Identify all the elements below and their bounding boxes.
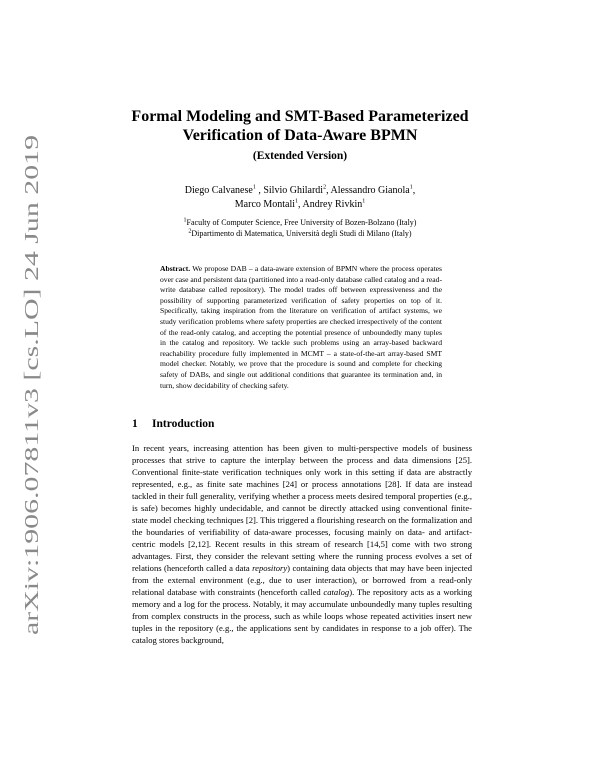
paper-title-line-1: Formal Modeling and SMT-Based Parameterized: [131, 108, 469, 125]
author-affiliation-mark: 1: [252, 184, 256, 191]
body-text: ). The repository acts as a working memory and a log for the process. Notably, it may accumulate unboundedly many tuples resulting from complex constructs in the process, such as while loops whose repeated activities insert new tuples in the repository (e.g., the applications sent by candidates in response to a job offer). The catalog stores background,: [132, 587, 472, 645]
author-name: Alessandro Gianola: [330, 185, 410, 196]
paper-title-line-2: Verification of Data-Aware BPMN: [182, 127, 418, 144]
section-number: 1: [132, 418, 138, 430]
abstract-text: We propose DAB – a data-aware extension of BPMN where the process operates over case and persistent data (partitioned into a read-only database called catalog and a read-write database called repository). The model trades off between expressiveness and the possibility of supporting parameterized verification of safety properties on top of it. Specifically, taking inspiration from the literature on verification of artifact systems, we study verification problems where safety properties are checked irrespectively of the content of the read-only catalog, and accepting the potential presence of unboundedly many tuples in the catalog and repository. We tackle such problems using an array-based backward reachability procedure fully implemented in MCMT – a state-of-the-art array-based SMT model checker. Notably, we prove that the procedure is sound and complete for checking safety of DABs, and single out additional conditions that guarantee its termination and, in turn, show decidability of checking safety.: [160, 264, 443, 390]
body-paragraph: [132, 442, 472, 646]
body-emphasis-catalog: catalog: [323, 587, 350, 597]
affiliation: [0, 217, 600, 228]
author-affiliation-mark: 1: [295, 198, 299, 205]
author-name: Silvio Ghilardi: [263, 185, 324, 196]
affiliation-mark: 2: [188, 228, 192, 235]
author-affiliation-mark: 1: [409, 184, 413, 191]
author-separator: ,: [255, 185, 264, 196]
affiliation: [0, 228, 600, 239]
section-heading: [132, 418, 472, 430]
author-affiliation-mark: 1: [362, 198, 366, 205]
author-line-1: [0, 184, 600, 198]
arxiv-identifier-text: arXiv:1906.07811v3 [cs.LO] 24 Jun 2019: [22, 308, 43, 635]
author-separator: ,: [412, 185, 416, 196]
author-name: Andrey Rivkin: [302, 199, 363, 210]
author-list: [0, 184, 600, 212]
affiliation-list: [0, 217, 600, 239]
author-line-2: [0, 198, 600, 212]
author-name: Diego Calvanese: [184, 185, 253, 196]
abstract-label: Abstract.: [160, 264, 191, 273]
author-separator: ,: [298, 199, 303, 210]
affiliation-text: Dipartimento di Matematica, Università degli Studi di Milano (Italy): [191, 229, 412, 238]
affiliation-text: Faculty of Computer Science, Free University of Bozen-Bolzano (Italy): [186, 218, 417, 227]
author-separator: ,: [326, 185, 331, 196]
body-text: In recent years, increasing attention has been given to multi-perspective models of business processes that strive to capture the interplay between the process and data dimensions [25]. Conventional finite-state verification techniques only work in this setting if data are abstractly represented, e.g., as finite sate machines [24] or process annotations [28]. If data are instead tackled in their full generality, verifying whether a process meets desired temporal properties (e.g., is safe) becomes highly undecidable, and cannot be directly attacked using conventional finite-state model checking techniques [2]. This triggered a flourishing research on the formalization and the boundaries of verifiability of data-aware processes, focusing mainly on data- and artifact-centric models [2,12]. Recent results in this stream of research [14,5] come with two strong advantages. First, they consider the relevant setting where the running process evolves a set of relations (henceforth called a data: [132, 443, 472, 573]
abstract: [160, 264, 442, 391]
body-text: ) containing data objects that may have been injected from the external environment (e.g., due to user interaction), or borrowed from a read-only relational database with constraints (henceforth called: [132, 563, 472, 597]
paper-subtitle: (Extended Version): [252, 150, 348, 162]
paper-title: [0, 107, 600, 145]
body-emphasis-repository: repository: [252, 563, 288, 573]
author-name: Marco Montali: [234, 199, 296, 210]
affiliation-mark: 1: [183, 217, 187, 224]
author-affiliation-mark: 2: [323, 184, 327, 191]
section-title-text: Introduction: [152, 418, 215, 430]
